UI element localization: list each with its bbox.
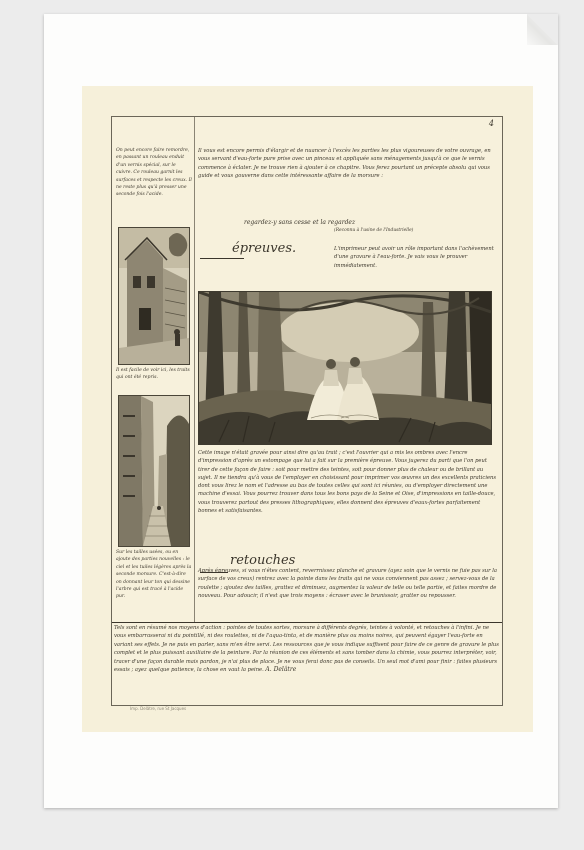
- closing-paragraph: [114, 624, 500, 674]
- sidebar-note-bottom: Sur les tailles usées, ou en ajoute des parties nouvelles : le ciel et les tuiles légères après la seconde morsure. C'est-à-dire on donnant leur ton qui dessine l'arbre qui est tracé à l'acide pur.: [116, 550, 192, 600]
- after-image-paragraph: Cette image n'était gravée pour ainsi dire qu'au trait ; c'est l'ouvrier qui a mis les ombres avec l'encre d'impression d'après un estompage que lui a fait sur la première épreuve. Vous jugerez du parti que l'on peut tirer de cette façon de faire : soit pour mettre des teintes, soit pour donner plus de chaleur ou de brillant au sujet. Il ne tiendra qu'à vous de l'employer en choisissant pour imprimer vos œuvres un des excellents praticiens dont vous lirez le nom et l'adresse au bas de toutes celles qui sont ici réunies, ou d'employer directement une machine d'essai. Vous pourrez trouver dans tous les bons pays de la Seine et Oise, d'impressions en taille-douce, vous trouverez partout des presses lithographiques, elles donnent des épreuves d'eaux-fortes parfaitement bonnes et satisfaisantes.: [198, 450, 497, 515]
- sidebar-note-top: On peut encore faire remordre, en passant un rouleau enduit d'un vernis spécial, sur le cuivre. Ce rouleau garnit les surfaces et respecte les creux. Il ne reste plus qu'à presser une seconde fois l'acide.: [116, 148, 192, 198]
- sidebar-caption-mid: Il est facile de voir ici, les traits qui ont été repris.: [116, 368, 190, 381]
- street-etching-upper: [118, 227, 190, 365]
- forest-scene-etching: [198, 291, 492, 445]
- heading-retouches: retouches: [230, 553, 296, 568]
- imprint-caption: Imp. Delâtre, rue St Jacques: [130, 706, 187, 711]
- epreuves-paragraph: L'imprimeur peut avoir un rôle important dans l'achèvement d'une gravure à l'eau-forte. Je vais vous le prouver immédiatement.: [334, 246, 494, 269]
- bottom-rule: [112, 622, 502, 623]
- closing-text: Tels sont en résumé nos moyens d'action : pointes de toutes sortes, morsure à différents degrés, teintes à volonté, et retouches à l'infini. Je ne vous embarrasserai ni du pointillé, ni des roulettes, ni de l'aqua-tinta, et de manière plus ou moins noires, qui peuvent égayer l'eau-forte en variant ses effets. Je ne puis en parler, sans m'en être servi. Les ressources que je vous indique suffisent pour faire de ce genre de gravure le plus complet et le plus puissant auxiliaire de la peinture. Par la réunion de ces éléments et sans tomber dans la chimie, vous pourrez interpréter, voir, tracer d'une façon durable mais pardon, je n'ai plus de place. Je ne vous ferai donc pas de conseils. Un seul mot d'ami pour finir : faites plusieurs essais ; ayez quelque patience, la chose en vaut la peine.: [114, 625, 499, 674]
- etched-plate: [111, 116, 503, 706]
- sidebar-column: [112, 117, 195, 622]
- signature: A. Delâtre: [265, 666, 297, 674]
- page-curl: [527, 14, 558, 45]
- motto-credit: (Reconnu à l'usine de l'Industrielle): [334, 228, 414, 233]
- intro-paragraph: Il vous est encore permis d'élargir et de nuancer à l'excès les parties les plus vigoureuses de votre ouvrage, en vous servant d'eau-forte pure prise avec un pinceau et appliquée sans ménagements jusqu'à ce que le vernis commence à éclater. Je ne trouve rien à ajouter à ce chapitre. Vous ferez pourtant un précepte absolu qui vous guide et vous gouverne dans cette intéressante affaire de la morsure :: [198, 148, 491, 179]
- retouches-paragraph: Après épreuves, si vous n'êtes content, reverrnissez planche et gravure (ayez soin que le vernis ne fuie pas sur la surface de vos creux) rentrez avec la pointe dans les traits qui ne vous conviennent pas assez ; servez-vous de la roulette ; ajoutez des tailles, grattez et diminuez, augmentez la valeur de telle ou telle partie, et faites mordre de nouveau. Pour adoucir, il n'est que trois moyens : écraser avec le brunissoir, gratter ou repousser.: [198, 568, 498, 599]
- street-etching-lower: [118, 395, 190, 547]
- rule-left-epreuves: [200, 258, 244, 259]
- heading-epreuves: épreuves.: [232, 241, 297, 256]
- motto: regardez-y sans cesse et la regardez: [244, 219, 356, 226]
- page-number: 4: [488, 119, 494, 128]
